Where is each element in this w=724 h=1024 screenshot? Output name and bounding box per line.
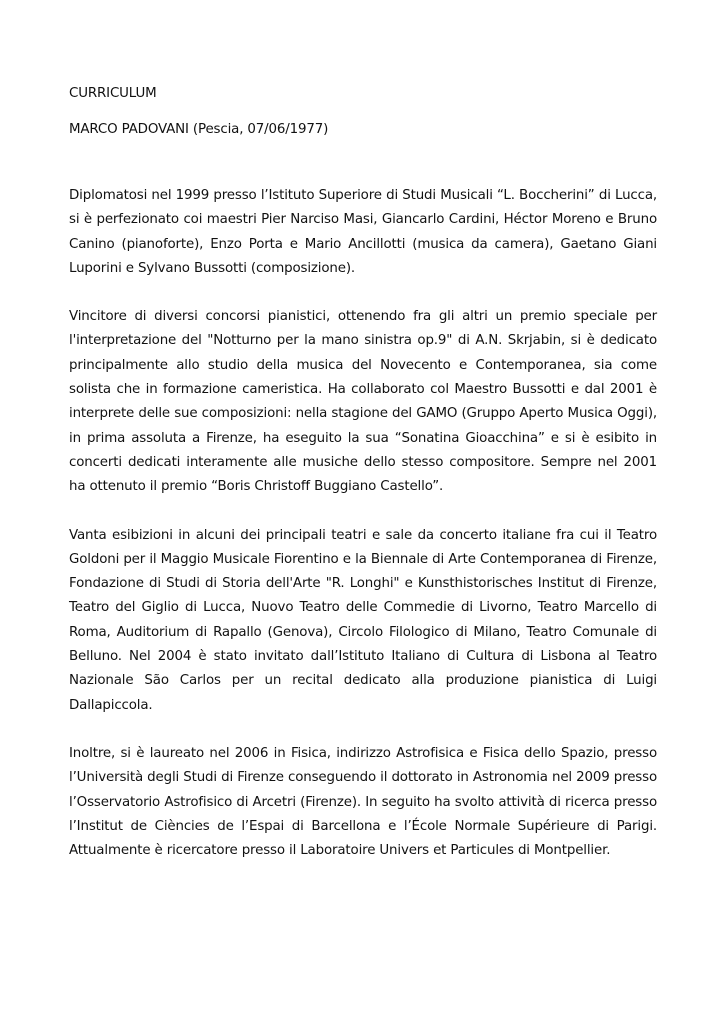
paragraph-education: Diplomatosi nel 1999 presso l’Istituto Superiore di Studi Musicali “L. Boccherini” di Lucca, si è perfezionato coi maestri Pier Narciso Masi, Giancarlo Cardini, Héctor Moreno e Bruno Canino (pianoforte), Enzo Porta e Mario Ancillotti (musica da camera), Gaetano Giani Luporini e Sylvano Bussotti (composizione). — [69, 188, 657, 276]
document-title: CURRICULUM — [69, 86, 157, 101]
paragraph-awards: Vincitore di diversi concorsi pianistici, ottenendo fra gli altri un premio speciale per l'interpretazione del "Notturno per la mano sinistra op.9" di A.N. Skrjabin, si è dedicato principalmente allo studio della musica del Novecento e Contemporanea, sia come solista che in formazione cameristica. Ha collaborato col Maestro Bussotti e dal 2001 è interprete delle sue composizioni: nella stagione del GAMO (Gruppo Aperto Musica Oggi), in prima assoluta a Firenze, ha eseguito la sua “Sonatina Gioacchina” e si è esibito in concerti dedicati interamente alle musiche dello stesso compositore. Sempre nel 2001 ha ottenuto il premio “Boris Christoff Buggiano Castello”. — [69, 309, 657, 495]
document-subtitle: MARCO PADOVANI (Pescia, 07/06/1977) — [69, 122, 329, 137]
document-page — [69, 84, 657, 887]
paragraph-performances: Vanta esibizioni in alcuni dei principali teatri e sale da concerto italiane fra cui il Teatro Goldoni per il Maggio Musicale Fiorentino e la Biennale di Arte Contemporanea di Firenze, Fondazione di Studi di Storia dell'Arte "R. Longhi" e Kunsthistorisches Institut di Firenze, Teatro del Giglio di Lucca, Nuovo Teatro delle Commedie di Livorno, Teatro Marcello di Roma, Auditorium di Rapallo (Genova), Circolo Filologico di Milano, Teatro Comunale di Belluno. Nel 2004 è stato invitato dall’Istituto Italiano di Cultura di Lisbona al Teatro Nazionale São Carlos per un recital dedicato alla produzione pianistica di Luigi Dallapiccola. — [69, 527, 657, 713]
paragraph-physics: Inoltre, si è laureato nel 2006 in Fisica, indirizzo Astrofisica e Fisica dello Spazio, presso l’Università degli Studi di Firenze conseguendo il dottorato in Astronomia nel 2009 presso l’Osservatorio Astrofisico di Arcetri (Firenze). In seguito ha svolto attività di ricerca presso l’Institut de Ciències de l’Espai di Barcellona e l’École Normale Supérieure di Parigi. Attualmente è ricercatore presso il Laboratoire Univers et Particules di Montpellier. — [69, 745, 657, 859]
